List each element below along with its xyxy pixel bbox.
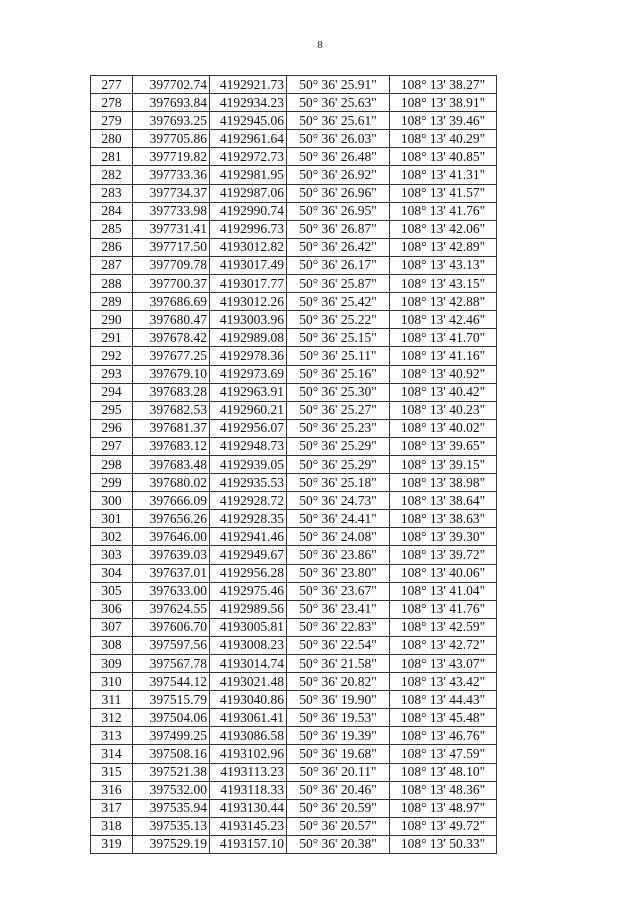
y-coordinate-cell: 4193017.77 (210, 275, 287, 293)
longitude-cell: 108° 13' 40.29" (390, 130, 497, 148)
coordinates-table (90, 75, 497, 854)
x-coordinate-cell: 397709.78 (133, 256, 210, 274)
point-number-cell: 316 (91, 781, 133, 799)
longitude-cell: 108° 13' 43.07" (390, 655, 497, 673)
table-row (91, 474, 497, 492)
latitude-cell: 50° 36' 24.73" (287, 492, 390, 510)
latitude-cell: 50° 36' 23.80" (287, 564, 390, 582)
table-row (91, 256, 497, 274)
x-coordinate-cell: 397639.03 (133, 546, 210, 564)
y-coordinate-cell: 4192939.05 (210, 455, 287, 473)
y-coordinate-cell: 4192972.73 (210, 148, 287, 166)
latitude-cell: 50° 36' 19.90" (287, 691, 390, 709)
x-coordinate-cell: 397686.69 (133, 293, 210, 311)
table-row (91, 492, 497, 510)
x-coordinate-cell: 397683.12 (133, 437, 210, 455)
latitude-cell: 50° 36' 22.54" (287, 636, 390, 654)
point-number-cell: 292 (91, 347, 133, 365)
point-number-cell: 281 (91, 148, 133, 166)
longitude-cell: 108° 13' 42.88" (390, 293, 497, 311)
latitude-cell: 50° 36' 20.38" (287, 835, 390, 853)
table-row (91, 202, 497, 220)
y-coordinate-cell: 4193157.10 (210, 835, 287, 853)
longitude-cell: 108° 13' 44.43" (390, 691, 497, 709)
point-number-cell: 279 (91, 112, 133, 130)
point-number-cell: 300 (91, 492, 133, 510)
latitude-cell: 50° 36' 25.91" (287, 76, 390, 94)
y-coordinate-cell: 4193017.49 (210, 256, 287, 274)
y-coordinate-cell: 4193118.33 (210, 781, 287, 799)
table-row (91, 799, 497, 817)
y-coordinate-cell: 4192996.73 (210, 220, 287, 238)
latitude-cell: 50° 36' 25.23" (287, 419, 390, 437)
longitude-cell: 108° 13' 38.91" (390, 94, 497, 112)
point-number-cell: 310 (91, 673, 133, 691)
longitude-cell: 108° 13' 42.89" (390, 238, 497, 256)
longitude-cell: 108° 13' 43.42" (390, 673, 497, 691)
table-row (91, 528, 497, 546)
longitude-cell: 108° 13' 48.36" (390, 781, 497, 799)
latitude-cell: 50° 36' 20.11" (287, 763, 390, 781)
longitude-cell: 108° 13' 40.85" (390, 148, 497, 166)
longitude-cell: 108° 13' 41.76" (390, 600, 497, 618)
table-row (91, 112, 497, 130)
y-coordinate-cell: 4192949.67 (210, 546, 287, 564)
longitude-cell: 108° 13' 43.13" (390, 256, 497, 274)
longitude-cell: 108° 13' 42.06" (390, 220, 497, 238)
point-number-cell: 305 (91, 582, 133, 600)
y-coordinate-cell: 4192935.53 (210, 474, 287, 492)
y-coordinate-cell: 4193102.96 (210, 745, 287, 763)
x-coordinate-cell: 397680.47 (133, 311, 210, 329)
point-number-cell: 319 (91, 835, 133, 853)
x-coordinate-cell: 397656.26 (133, 510, 210, 528)
page-number: 8 (317, 39, 323, 51)
longitude-cell: 108° 13' 42.72" (390, 636, 497, 654)
point-number-cell: 283 (91, 184, 133, 202)
longitude-cell: 108° 13' 40.92" (390, 365, 497, 383)
x-coordinate-cell: 397733.98 (133, 202, 210, 220)
longitude-cell: 108° 13' 41.70" (390, 329, 497, 347)
point-number-cell: 307 (91, 618, 133, 636)
y-coordinate-cell: 4192948.73 (210, 437, 287, 455)
x-coordinate-cell: 397677.25 (133, 347, 210, 365)
y-coordinate-cell: 4193005.81 (210, 618, 287, 636)
latitude-cell: 50° 36' 22.83" (287, 618, 390, 636)
latitude-cell: 50° 36' 23.41" (287, 600, 390, 618)
table-row (91, 365, 497, 383)
latitude-cell: 50° 36' 23.86" (287, 546, 390, 564)
table-row (91, 76, 497, 94)
point-number-cell: 303 (91, 546, 133, 564)
coordinates-table-body (91, 76, 497, 854)
longitude-cell: 108° 13' 39.65" (390, 437, 497, 455)
longitude-cell: 108° 13' 38.64" (390, 492, 497, 510)
point-number-cell: 294 (91, 383, 133, 401)
latitude-cell: 50° 36' 25.16" (287, 365, 390, 383)
point-number-cell: 295 (91, 401, 133, 419)
point-number-cell: 278 (91, 94, 133, 112)
latitude-cell: 50° 36' 25.29" (287, 455, 390, 473)
x-coordinate-cell: 397731.41 (133, 220, 210, 238)
x-coordinate-cell: 397683.48 (133, 455, 210, 473)
x-coordinate-cell: 397606.70 (133, 618, 210, 636)
longitude-cell: 108° 13' 46.76" (390, 727, 497, 745)
y-coordinate-cell: 4192989.56 (210, 600, 287, 618)
latitude-cell: 50° 36' 23.67" (287, 582, 390, 600)
point-number-cell: 298 (91, 455, 133, 473)
point-number-cell: 285 (91, 220, 133, 238)
x-coordinate-cell: 397529.19 (133, 835, 210, 853)
longitude-cell: 108° 13' 38.27" (390, 76, 497, 94)
x-coordinate-cell: 397702.74 (133, 76, 210, 94)
longitude-cell: 108° 13' 41.16" (390, 347, 497, 365)
point-number-cell: 282 (91, 166, 133, 184)
x-coordinate-cell: 397535.94 (133, 799, 210, 817)
point-number-cell: 280 (91, 130, 133, 148)
x-coordinate-cell: 397683.28 (133, 383, 210, 401)
table-row (91, 148, 497, 166)
y-coordinate-cell: 4193113.23 (210, 763, 287, 781)
x-coordinate-cell: 397521.38 (133, 763, 210, 781)
x-coordinate-cell: 397682.53 (133, 401, 210, 419)
latitude-cell: 50° 36' 20.82" (287, 673, 390, 691)
table-row (91, 564, 497, 582)
y-coordinate-cell: 4193012.82 (210, 238, 287, 256)
y-coordinate-cell: 4192960.21 (210, 401, 287, 419)
latitude-cell: 50° 36' 20.46" (287, 781, 390, 799)
table-row (91, 293, 497, 311)
latitude-cell: 50° 36' 26.03" (287, 130, 390, 148)
y-coordinate-cell: 4193086.58 (210, 727, 287, 745)
latitude-cell: 50° 36' 26.96" (287, 184, 390, 202)
latitude-cell: 50° 36' 25.22" (287, 311, 390, 329)
table-row (91, 311, 497, 329)
y-coordinate-cell: 4192978.36 (210, 347, 287, 365)
point-number-cell: 289 (91, 293, 133, 311)
x-coordinate-cell: 397666.09 (133, 492, 210, 510)
table-row (91, 727, 497, 745)
y-coordinate-cell: 4193040.86 (210, 691, 287, 709)
latitude-cell: 50° 36' 26.17" (287, 256, 390, 274)
table-row (91, 636, 497, 654)
point-number-cell: 296 (91, 419, 133, 437)
latitude-cell: 50° 36' 26.92" (287, 166, 390, 184)
longitude-cell: 108° 13' 49.72" (390, 817, 497, 835)
point-number-cell: 318 (91, 817, 133, 835)
table-row (91, 184, 497, 202)
latitude-cell: 50° 36' 25.11" (287, 347, 390, 365)
y-coordinate-cell: 4192975.46 (210, 582, 287, 600)
latitude-cell: 50° 36' 25.29" (287, 437, 390, 455)
y-coordinate-cell: 4192981.95 (210, 166, 287, 184)
x-coordinate-cell: 397678.42 (133, 329, 210, 347)
point-number-cell: 299 (91, 474, 133, 492)
x-coordinate-cell: 397515.79 (133, 691, 210, 709)
table-row (91, 673, 497, 691)
point-number-cell: 297 (91, 437, 133, 455)
point-number-cell: 290 (91, 311, 133, 329)
longitude-cell: 108° 13' 41.31" (390, 166, 497, 184)
longitude-cell: 108° 13' 40.23" (390, 401, 497, 419)
x-coordinate-cell: 397693.25 (133, 112, 210, 130)
longitude-cell: 108° 13' 41.76" (390, 202, 497, 220)
y-coordinate-cell: 4192928.72 (210, 492, 287, 510)
y-coordinate-cell: 4193008.23 (210, 636, 287, 654)
point-number-cell: 306 (91, 600, 133, 618)
table-row (91, 546, 497, 564)
point-number-cell: 313 (91, 727, 133, 745)
x-coordinate-cell: 397681.37 (133, 419, 210, 437)
latitude-cell: 50° 36' 25.15" (287, 329, 390, 347)
x-coordinate-cell: 397700.37 (133, 275, 210, 293)
table-row (91, 835, 497, 853)
latitude-cell: 50° 36' 25.42" (287, 293, 390, 311)
table-row (91, 130, 497, 148)
point-number-cell: 308 (91, 636, 133, 654)
y-coordinate-cell: 4192987.06 (210, 184, 287, 202)
y-coordinate-cell: 4193061.41 (210, 709, 287, 727)
x-coordinate-cell: 397633.00 (133, 582, 210, 600)
y-coordinate-cell: 4192990.74 (210, 202, 287, 220)
point-number-cell: 277 (91, 76, 133, 94)
table-row (91, 510, 497, 528)
table-row (91, 582, 497, 600)
table-row (91, 94, 497, 112)
longitude-cell: 108° 13' 39.72" (390, 546, 497, 564)
longitude-cell: 108° 13' 40.02" (390, 419, 497, 437)
y-coordinate-cell: 4192945.06 (210, 112, 287, 130)
y-coordinate-cell: 4193003.96 (210, 311, 287, 329)
point-number-cell: 291 (91, 329, 133, 347)
longitude-cell: 108° 13' 42.46" (390, 311, 497, 329)
point-number-cell: 311 (91, 691, 133, 709)
table-row (91, 745, 497, 763)
x-coordinate-cell: 397544.12 (133, 673, 210, 691)
point-number-cell: 286 (91, 238, 133, 256)
point-number-cell: 309 (91, 655, 133, 673)
x-coordinate-cell: 397532.00 (133, 781, 210, 799)
y-coordinate-cell: 4193012.26 (210, 293, 287, 311)
longitude-cell: 108° 13' 42.59" (390, 618, 497, 636)
point-number-cell: 317 (91, 799, 133, 817)
x-coordinate-cell: 397733.36 (133, 166, 210, 184)
table-row (91, 655, 497, 673)
x-coordinate-cell: 397499.25 (133, 727, 210, 745)
table-row (91, 166, 497, 184)
latitude-cell: 50° 36' 26.87" (287, 220, 390, 238)
table-row (91, 600, 497, 618)
table-row (91, 618, 497, 636)
longitude-cell: 108° 13' 50.33" (390, 835, 497, 853)
table-row (91, 419, 497, 437)
longitude-cell: 108° 13' 39.30" (390, 528, 497, 546)
point-number-cell: 284 (91, 202, 133, 220)
latitude-cell: 50° 36' 19.68" (287, 745, 390, 763)
table-row (91, 238, 497, 256)
x-coordinate-cell: 397693.84 (133, 94, 210, 112)
point-number-cell: 315 (91, 763, 133, 781)
longitude-cell: 108° 13' 47.59" (390, 745, 497, 763)
latitude-cell: 50° 36' 25.87" (287, 275, 390, 293)
x-coordinate-cell: 397719.82 (133, 148, 210, 166)
y-coordinate-cell: 4193021.48 (210, 673, 287, 691)
x-coordinate-cell: 397717.50 (133, 238, 210, 256)
point-number-cell: 287 (91, 256, 133, 274)
y-coordinate-cell: 4192941.46 (210, 528, 287, 546)
point-number-cell: 314 (91, 745, 133, 763)
latitude-cell: 50° 36' 26.42" (287, 238, 390, 256)
x-coordinate-cell: 397597.56 (133, 636, 210, 654)
y-coordinate-cell: 4192963.91 (210, 383, 287, 401)
point-number-cell: 293 (91, 365, 133, 383)
y-coordinate-cell: 4192921.73 (210, 76, 287, 94)
y-coordinate-cell: 4192961.64 (210, 130, 287, 148)
y-coordinate-cell: 4192973.69 (210, 365, 287, 383)
table-row (91, 275, 497, 293)
y-coordinate-cell: 4192928.35 (210, 510, 287, 528)
x-coordinate-cell: 397734.37 (133, 184, 210, 202)
y-coordinate-cell: 4192956.07 (210, 419, 287, 437)
x-coordinate-cell: 397680.02 (133, 474, 210, 492)
longitude-cell: 108° 13' 48.97" (390, 799, 497, 817)
latitude-cell: 50° 36' 25.18" (287, 474, 390, 492)
longitude-cell: 108° 13' 48.10" (390, 763, 497, 781)
longitude-cell: 108° 13' 40.42" (390, 383, 497, 401)
x-coordinate-cell: 397504.06 (133, 709, 210, 727)
x-coordinate-cell: 397705.86 (133, 130, 210, 148)
y-coordinate-cell: 4192989.08 (210, 329, 287, 347)
y-coordinate-cell: 4193145.23 (210, 817, 287, 835)
table-row (91, 220, 497, 238)
x-coordinate-cell: 397567.78 (133, 655, 210, 673)
table-row (91, 781, 497, 799)
y-coordinate-cell: 4192934.23 (210, 94, 287, 112)
point-number-cell: 301 (91, 510, 133, 528)
point-number-cell: 304 (91, 564, 133, 582)
latitude-cell: 50° 36' 25.61" (287, 112, 390, 130)
latitude-cell: 50° 36' 26.48" (287, 148, 390, 166)
point-number-cell: 302 (91, 528, 133, 546)
latitude-cell: 50° 36' 24.41" (287, 510, 390, 528)
table-row (91, 329, 497, 347)
x-coordinate-cell: 397637.01 (133, 564, 210, 582)
table-row (91, 709, 497, 727)
longitude-cell: 108° 13' 38.98" (390, 474, 497, 492)
x-coordinate-cell: 397535.13 (133, 817, 210, 835)
table-row (91, 401, 497, 419)
longitude-cell: 108° 13' 39.15" (390, 455, 497, 473)
longitude-cell: 108° 13' 39.46" (390, 112, 497, 130)
longitude-cell: 108° 13' 41.04" (390, 582, 497, 600)
table-row (91, 691, 497, 709)
latitude-cell: 50° 36' 25.30" (287, 383, 390, 401)
latitude-cell: 50° 36' 21.58" (287, 655, 390, 673)
point-number-cell: 288 (91, 275, 133, 293)
y-coordinate-cell: 4193014.74 (210, 655, 287, 673)
latitude-cell: 50° 36' 25.27" (287, 401, 390, 419)
table-row (91, 763, 497, 781)
x-coordinate-cell: 397646.00 (133, 528, 210, 546)
point-number-cell: 312 (91, 709, 133, 727)
longitude-cell: 108° 13' 41.57" (390, 184, 497, 202)
x-coordinate-cell: 397624.55 (133, 600, 210, 618)
longitude-cell: 108° 13' 45.48" (390, 709, 497, 727)
x-coordinate-cell: 397508.16 (133, 745, 210, 763)
longitude-cell: 108° 13' 40.06" (390, 564, 497, 582)
latitude-cell: 50° 36' 20.59" (287, 799, 390, 817)
table-row (91, 383, 497, 401)
table-row (91, 437, 497, 455)
latitude-cell: 50° 36' 26.95" (287, 202, 390, 220)
table-row (91, 455, 497, 473)
latitude-cell: 50° 36' 25.63" (287, 94, 390, 112)
latitude-cell: 50° 36' 24.08" (287, 528, 390, 546)
x-coordinate-cell: 397679.10 (133, 365, 210, 383)
longitude-cell: 108° 13' 38.63" (390, 510, 497, 528)
y-coordinate-cell: 4193130.44 (210, 799, 287, 817)
latitude-cell: 50° 36' 19.39" (287, 727, 390, 745)
longitude-cell: 108° 13' 43.15" (390, 275, 497, 293)
latitude-cell: 50° 36' 19.53" (287, 709, 390, 727)
table-row (91, 347, 497, 365)
table-row (91, 817, 497, 835)
latitude-cell: 50° 36' 20.57" (287, 817, 390, 835)
y-coordinate-cell: 4192956.28 (210, 564, 287, 582)
